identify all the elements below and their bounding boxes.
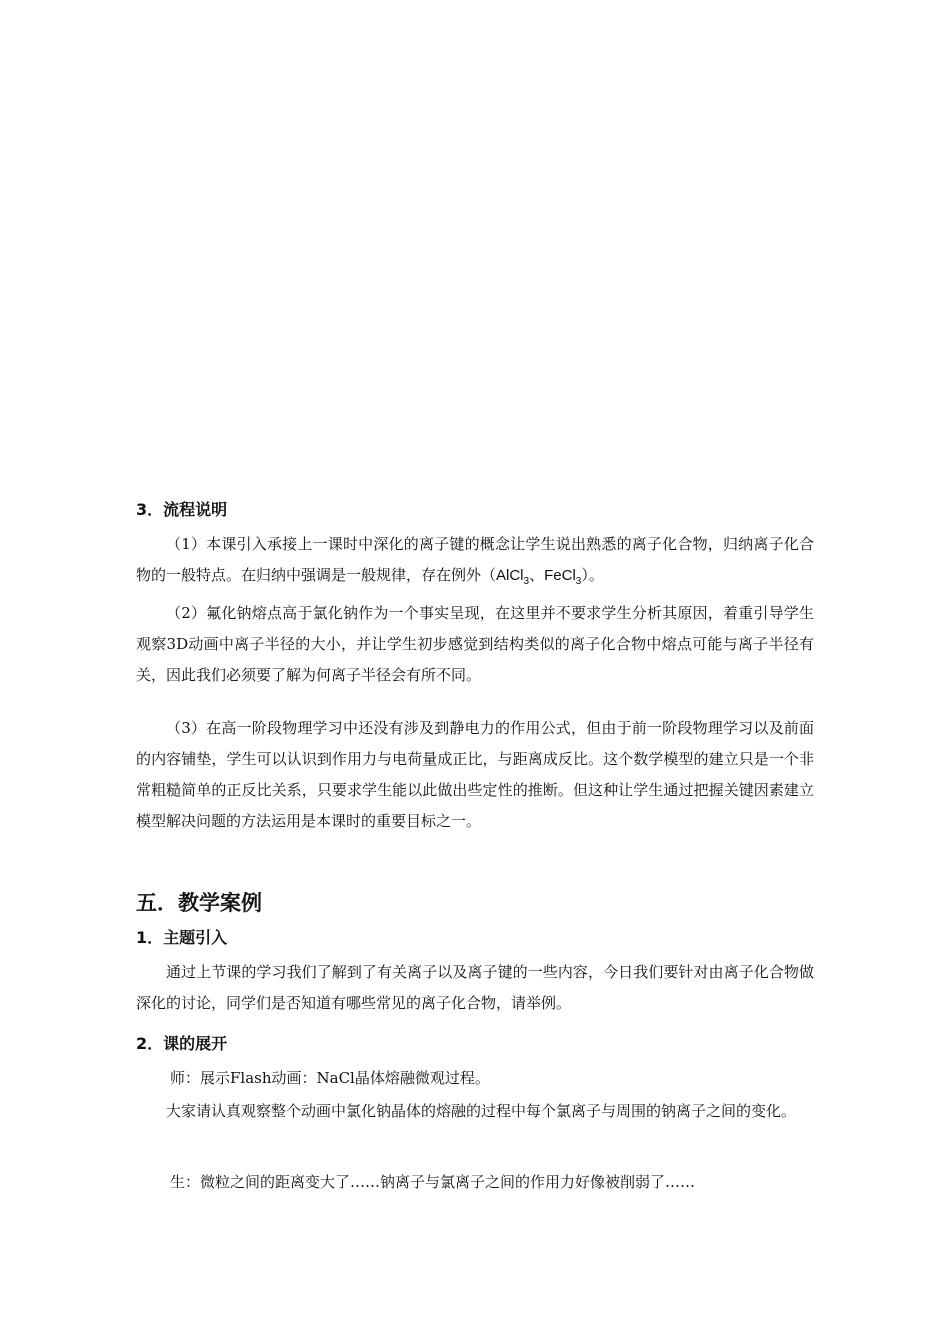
section-3-paragraph-2: （2）氟化钠熔点高于氯化钠作为一个事实呈现，在这里并不要求学生分析其原因，着重引导学生观察3D动画中离子半径的大小，并让学生初步感觉到结构类似的离子化合物中熔点可能与离子半径有关，因此我们必须要了解为何离子半径会有所不同。 <box>136 604 814 684</box>
student-line: 生：微粒之间的距离变大了……钠离子与氯离子之间的作用力好像被削弱了…… <box>170 1173 696 1191</box>
paragraph-1-text: （1）本课引入承接上一课时中深化的离子键的概念让学生说出熟悉的离子化合物，归纳离子化合物的一般特点。在归纳中强调是一般规律，存在例外（ <box>136 535 814 584</box>
section-3-heading: 3．流程说明 <box>136 500 228 519</box>
lesson-development-heading: 2．课的展开 <box>136 1034 228 1053</box>
formula-fecl3: FeCl$_3$ <box>544 567 582 587</box>
teacher-line: 师：展示Flash动画：NaCl晶体熔融微观过程。 <box>170 1069 490 1087</box>
section-3-paragraph-1: （1）本课引入承接上一课时中深化的离子键的概念让学生说出熟悉的离子化合物，归纳离子化合物的一般特点。在归纳中强调是一般规律，存在例外（AlCl$_3$、FeCl$_3$）。 <box>136 535 814 587</box>
formula-alcl3: AlCl$_3$ <box>496 567 530 587</box>
topic-intro-paragraph: 通过上节课的学习我们了解到了有关离子以及离子键的一些内容，今日我们要针对由离子化合物做深化的讨论，同学们是否知道有哪些常见的离子化合物，请举例。 <box>136 963 814 1012</box>
section-5-heading: 五．教学案例 <box>136 891 262 915</box>
topic-intro-heading: 1．主题引入 <box>136 928 228 947</box>
observation-paragraph: 大家请认真观察整个动画中氯化钠晶体的熔融的过程中每个氯离子与周围的钠离子之间的变化。 <box>166 1102 797 1120</box>
section-3-paragraph-3: （3）在高一阶段物理学习中还没有涉及到静电力的作用公式，但由于前一阶段物理学习以及前面的内容铺垫，学生可以认识到作用力与电荷量成正比，与距离成反比。这个数学模型的建立只是一个非常粗糙简单的正反比关系，只要求学生能以此做出些定性的推断。但这种让学生通过把握关键因素建立模型解决问题的方法运用是本课时的重要目标之一。 <box>136 719 814 830</box>
